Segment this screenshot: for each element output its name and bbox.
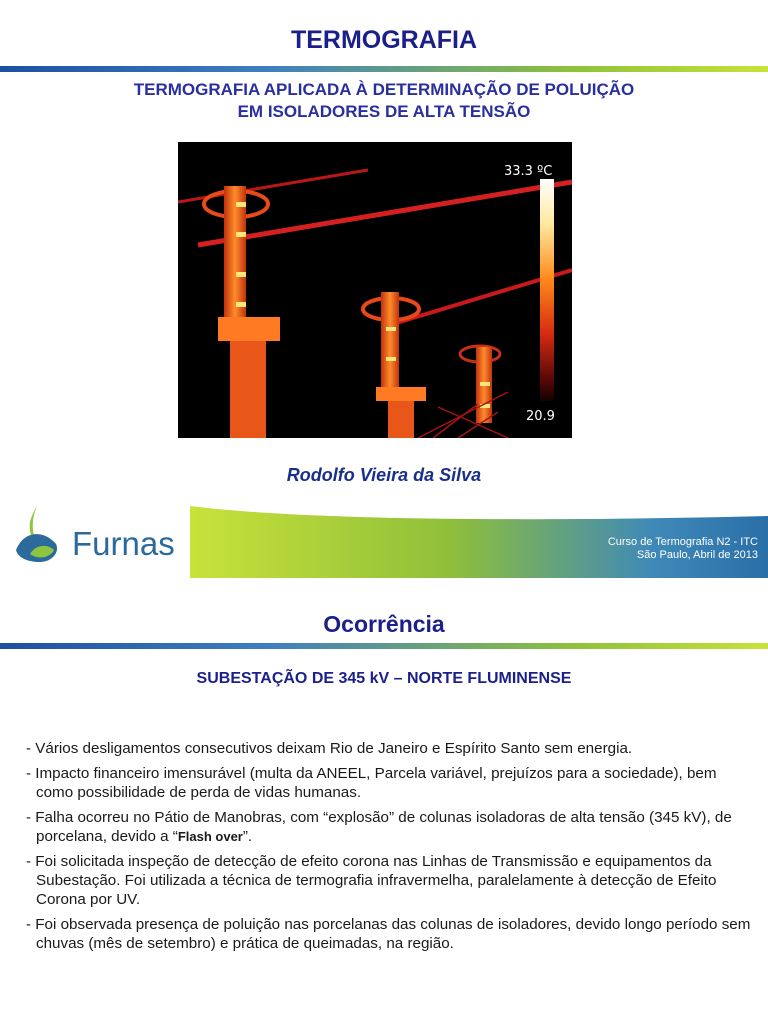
- title-divider: [0, 66, 768, 72]
- list-item-text: ”.: [242, 828, 253, 845]
- thermal-scale-min: 20.9: [526, 409, 555, 424]
- title-divider: [0, 643, 768, 649]
- list-item: [26, 808, 756, 846]
- slide-title: TERMOGRAFIA: [290, 26, 478, 54]
- slide-title: Ocorrência: [323, 611, 445, 637]
- thermal-scale-max: 33.3 ºC: [504, 164, 553, 179]
- furnas-logo-icon: [16, 504, 57, 562]
- furnas-logo-text: Furnas: [72, 525, 175, 562]
- list-item: - Foi solicitada inspeção de detecção de efeito corona nas Linhas de Transmissão e equipamentos da Subestação. Foi utilizada a técnica de termografia infravermelha, paralelamente à detecção de Efeito Corona por UV.: [26, 853, 717, 908]
- bullet-list: [26, 739, 756, 959]
- list-item: - Foi observada presença de poluição nas porcelanas das colunas de isoladores, devido longo período sem chuvas (mês de setembro) e prática de queimadas, na região.: [26, 916, 751, 952]
- course-line-2: São Paulo, Abril de 2013: [636, 549, 758, 561]
- thermal-image: [178, 142, 572, 438]
- subtitle-line-2: EM ISOLADORES DE ALTA TENSÃO: [237, 102, 531, 121]
- course-line-1: Curso de Termografia N2 - ITC: [607, 536, 758, 548]
- thermal-scale-bar: [540, 179, 554, 401]
- course-info: [608, 536, 758, 562]
- slide-subtitle: [0, 79, 768, 123]
- slide-subtitle: SUBESTAÇÃO DE 345 kV – NORTE FLUMINENSE: [196, 670, 572, 687]
- list-item-emphasis: Flash over: [177, 829, 243, 844]
- author-name: Rodolfo Vieira da Silva: [286, 465, 482, 485]
- subtitle-line-1: TERMOGRAFIA APLICADA À DETERMINAÇÃO DE POLUIÇÃO: [133, 80, 635, 99]
- list-item: - Vários desligamentos consecutivos deixam Rio de Janeiro e Espírito Santo sem energia.: [26, 740, 633, 757]
- list-item: - Impacto financeiro imensurável (multa da ANEEL, Parcela variável, prejuízos para a sociedade), bem como possibilidade de perda de vidas humanas.: [26, 765, 717, 801]
- list-item-text: - Falha ocorreu no Pátio de Manobras, com “explosão” de colunas isoladoras de alta tensão (345 kV), de porcelana, devido a “: [26, 809, 732, 845]
